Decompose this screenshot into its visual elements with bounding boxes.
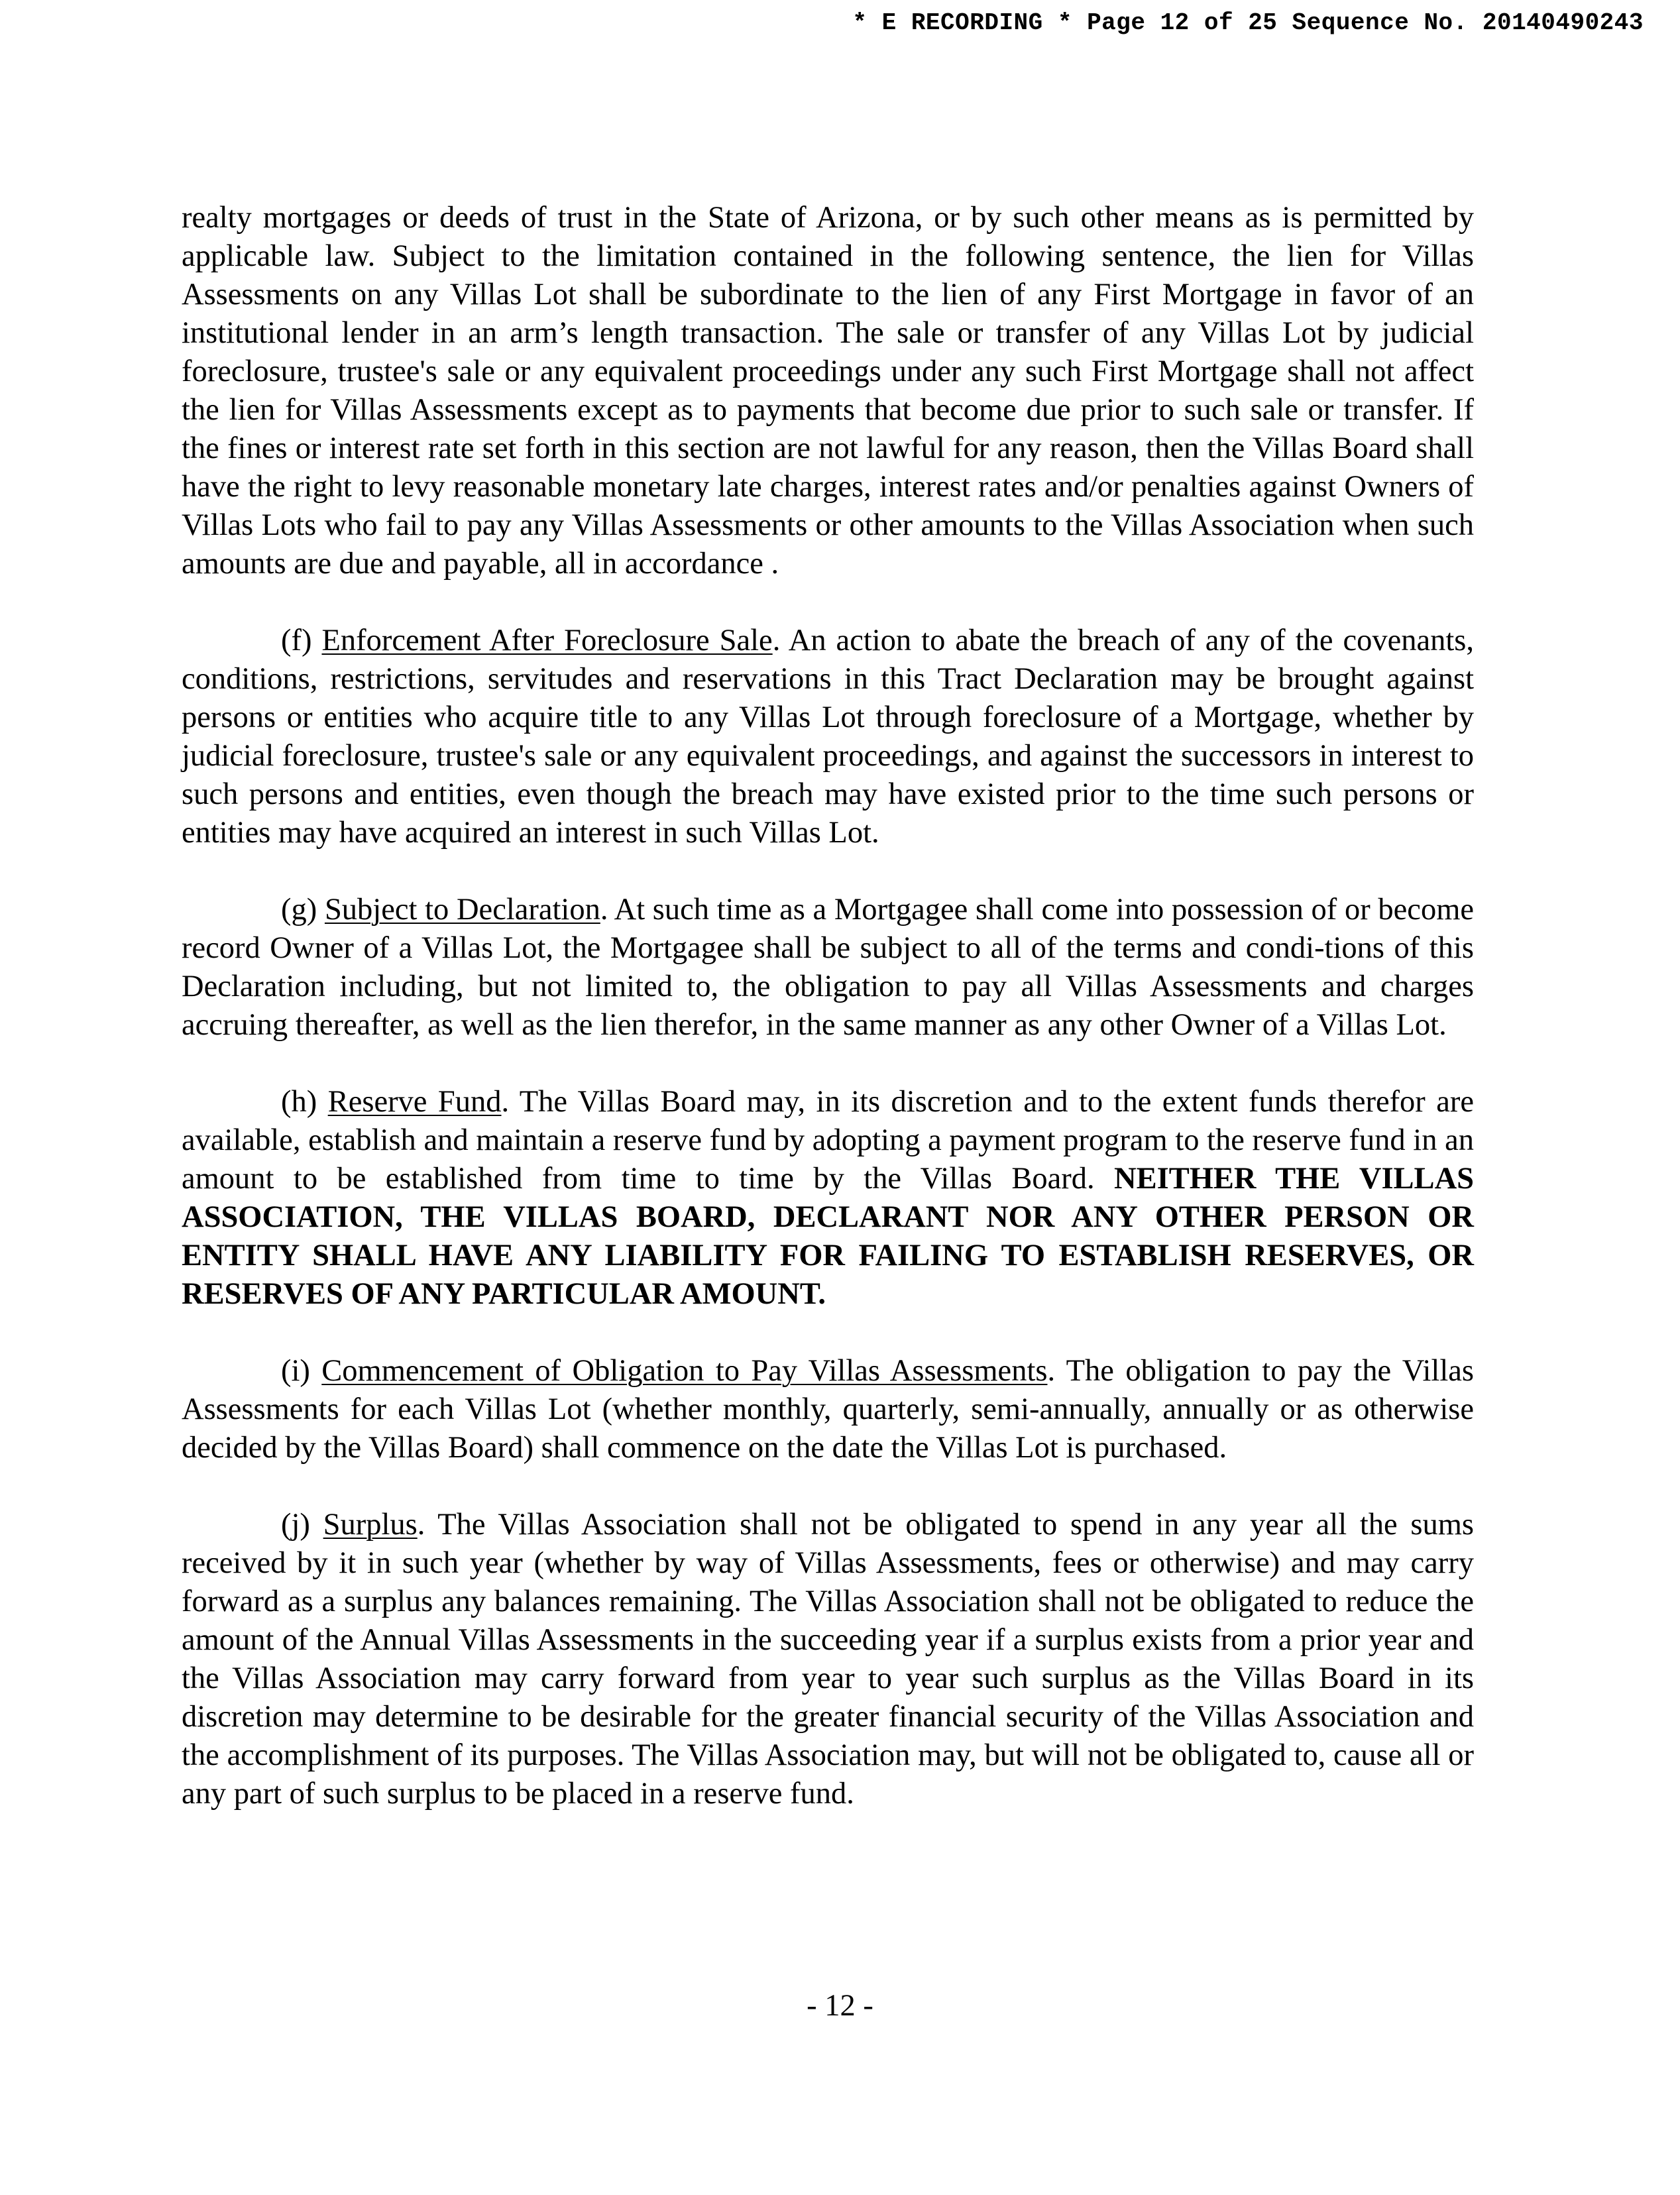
paragraph-h-label: (h) [281, 1085, 317, 1119]
paragraph-g-text: . At such time as a Mortgagee shall come into possession of or become record Owner of a Villas Lot, the Mortgagee shall be subject to all of the terms and condi-tions of this Declaration including, but not limited to, the obligation to pay all Villas Assessments and charges accruing thereafter, as well as the lien therefor, in the same manner as any other Owner of a Villas Lot. [182, 893, 1474, 1042]
paragraph-j-heading: Surplus [323, 1508, 418, 1542]
paragraph-h-text: . The Villas Board may, in its discretion and to the extent funds therefor are available, establish and maintain a reserve fund by adopting a payment program to the reserve fund in an amount to be established from time to time by the Villas Board. [182, 1085, 1475, 1196]
paragraph-continuation: realty mortgages or deeds of trust in the State of Arizona, or by such other means as is permitted by applicable law. Subject to the limitation contained in the following sentence, the lien for Villas Assessments on any Villas Lot shall be subordinate to the lien of any First Mortgage in favor of an institutional lender in an arm’s length transaction. The sale or transfer of any Villas Lot by judicial foreclosure, trustee's sale or any equivalent proceedings under any such First Mortgage shall not affect the lien for Villas Assessments except as to payments that become due prior to such sale or transfer. If the fines or interest rate set forth in this section are not lawful for any reason, then the Villas Board shall have the right to levy reasonable monetary late charges, interest rates and/or penalties against Owners of Villas Lots who fail to pay any Villas Assessments or other amounts to the Villas Association when such amounts are due and payable, all in accordance . [182, 201, 1474, 581]
recording-header: * E RECORDING * Page 12 of 25 Sequence No. 20140490243 [852, 9, 1644, 36]
paragraph-i-heading: Commencement of Obligation to Pay Villas Assessments [321, 1354, 1048, 1388]
paragraph-f-text: . An action to abate the breach of any of the covenants, conditions, restrictions, servitudes and reservations in this Tract Declaration may be brought against persons or entities who acquire title to any Villas Lot through foreclosure of a Mortgage, whether by judicial foreclosure, trustee's sale or any equivalent proceedings, and against the successors in interest to such persons and entities, even though the breach may have existed prior to the time such persons or entities may have acquired an interest in such Villas Lot. [182, 624, 1475, 850]
paragraph-g [182, 891, 1474, 1044]
paragraph-f [182, 622, 1474, 852]
paragraph-g-heading: Subject to Declaration [324, 893, 600, 927]
paragraph-j-text: . The Villas Association shall not be obligated to spend in any year all the sums received by it in such year (whether by way of Villas Assessments, fees or otherwise) and may carry forward as a surplus any balances remaining. The Villas Association shall not be obligated to reduce the amount of the Annual Villas Assessments in the succeeding year if a surplus exists from a prior year and the Villas Association may carry forward from year to year such surplus as the Villas Board in its discretion may determine to be desirable for the greater financial security of the Villas Association and the accomplishment of its purposes. The Villas Association may, but will not be obligated to, cause all or any part of such surplus to be placed in a reserve fund. [182, 1508, 1474, 1811]
paragraph-i-text: . The obligation to pay the Villas Assessments for each Villas Lot (whether monthly, quarterly, semi-annually, annually or as otherwise decided by the Villas Board) shall commence on the date the Villas Lot is purchased. [182, 1354, 1474, 1465]
page-number: - 12 - [807, 1989, 873, 2023]
paragraph-h-heading: Reserve Fund [327, 1085, 502, 1119]
paragraph-h-disclaimer: NEITHER THE VILLAS ASSOCIATION, THE VILLAS BOARD, DECLARANT NOR ANY OTHER PERSON OR ENTITY SHALL HAVE ANY LIABILITY FOR FAILING TO ESTABLISH RESERVES, OR RESERVES OF ANY PARTICULAR AMOUNT. [182, 1162, 1475, 1311]
paragraph-i [182, 1352, 1474, 1467]
paragraph-f-label: (f) [281, 624, 312, 657]
paragraph-i-label: (i) [281, 1354, 310, 1388]
document-body [182, 199, 1474, 1852]
paragraph-h [182, 1083, 1474, 1314]
paragraph-j [182, 1506, 1474, 1813]
paragraph-j-label: (j) [281, 1508, 310, 1542]
paragraph-f-heading: Enforcement After Foreclosure Sale [321, 624, 773, 657]
paragraph-g-label: (g) [281, 893, 317, 927]
